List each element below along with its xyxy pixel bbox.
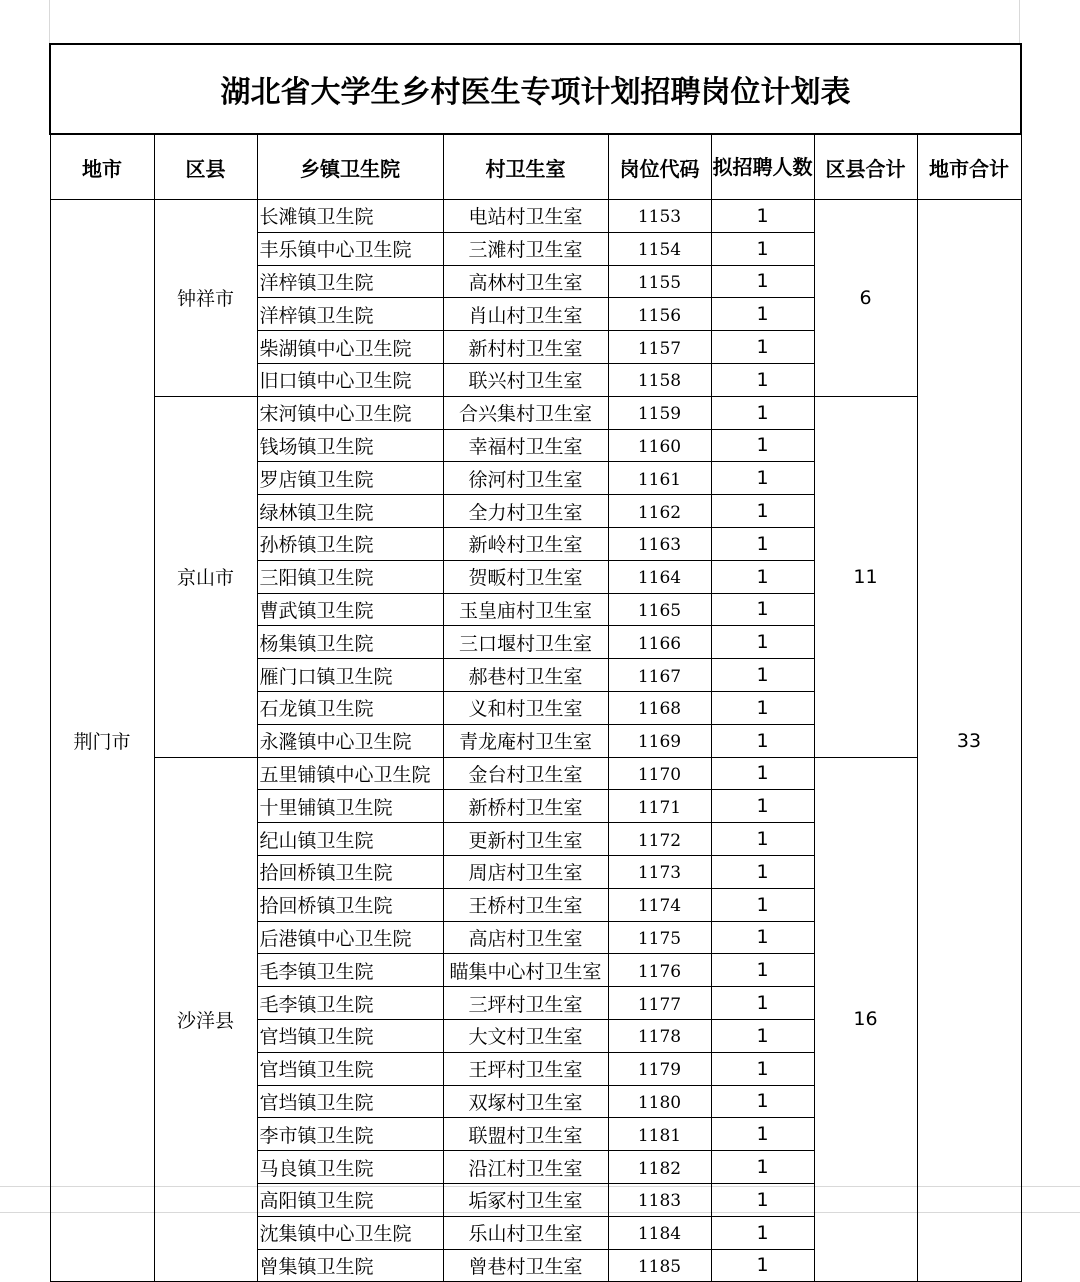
township-cell[interactable]: 毛李镇卫生院	[257, 954, 443, 987]
village-cell[interactable]: 金台村卫生室	[443, 757, 608, 790]
planned-count-cell[interactable]: 1	[711, 560, 814, 593]
village-cell[interactable]: 瞄集中心村卫生室	[443, 954, 608, 987]
header-township[interactable]: 乡镇卫生院	[257, 134, 443, 200]
township-cell[interactable]: 杨集镇卫生院	[257, 626, 443, 659]
position-code-cell[interactable]: 1167	[608, 659, 711, 692]
planned-count-cell[interactable]: 1	[711, 1216, 814, 1249]
village-cell[interactable]: 全力村卫生室	[443, 495, 608, 528]
header-county[interactable]: 区县	[154, 134, 257, 200]
position-code-cell[interactable]: 1175	[608, 921, 711, 954]
township-cell[interactable]: 马良镇卫生院	[257, 1151, 443, 1184]
township-cell[interactable]: 官垱镇卫生院	[257, 1085, 443, 1118]
position-code-cell[interactable]: 1177	[608, 987, 711, 1020]
planned-count-cell[interactable]: 1	[711, 1019, 814, 1052]
county-cell[interactable]: 沙洋县	[154, 757, 257, 1282]
township-cell[interactable]: 旧口镇中心卫生院	[257, 363, 443, 396]
township-cell[interactable]: 洋梓镇卫生院	[257, 265, 443, 298]
position-code-cell[interactable]: 1154	[608, 232, 711, 265]
header-planned-count[interactable]: 拟招聘人数	[711, 134, 814, 200]
position-code-cell[interactable]: 1179	[608, 1052, 711, 1085]
position-code-cell[interactable]: 1178	[608, 1019, 711, 1052]
township-cell[interactable]: 长滩镇卫生院	[257, 200, 443, 233]
planned-count-cell[interactable]: 1	[711, 823, 814, 856]
table-title[interactable]: 湖北省大学生乡村医生专项计划招聘岗位计划表	[50, 44, 1021, 134]
township-cell[interactable]: 罗店镇卫生院	[257, 462, 443, 495]
position-code-cell[interactable]: 1173	[608, 855, 711, 888]
village-cell[interactable]: 郝巷村卫生室	[443, 659, 608, 692]
position-code-cell[interactable]: 1161	[608, 462, 711, 495]
village-cell[interactable]: 双塚村卫生室	[443, 1085, 608, 1118]
planned-count-cell[interactable]: 1	[711, 626, 814, 659]
header-row	[50, 134, 1021, 200]
position-code-cell[interactable]: 1156	[608, 298, 711, 331]
village-cell[interactable]: 王桥村卫生室	[443, 888, 608, 921]
planned-count-cell[interactable]: 1	[711, 265, 814, 298]
table-row	[50, 200, 1021, 233]
position-code-cell[interactable]: 1172	[608, 823, 711, 856]
position-code-cell[interactable]: 1163	[608, 527, 711, 560]
village-cell[interactable]: 青龙庵村卫生室	[443, 724, 608, 757]
planned-count-cell[interactable]: 1	[711, 757, 814, 790]
village-cell[interactable]: 三口堰村卫生室	[443, 626, 608, 659]
township-cell[interactable]: 石龙镇卫生院	[257, 691, 443, 724]
village-cell[interactable]: 电站村卫生室	[443, 200, 608, 233]
planned-count-cell[interactable]: 1	[711, 724, 814, 757]
village-cell[interactable]: 联盟村卫生室	[443, 1118, 608, 1151]
village-cell[interactable]: 大文村卫生室	[443, 1019, 608, 1052]
village-cell[interactable]: 乐山村卫生室	[443, 1216, 608, 1249]
township-cell[interactable]: 钱场镇卫生院	[257, 429, 443, 462]
position-code-cell[interactable]: 1183	[608, 1183, 711, 1216]
township-cell[interactable]: 李市镇卫生院	[257, 1118, 443, 1151]
position-code-cell[interactable]: 1169	[608, 724, 711, 757]
position-code-cell[interactable]: 1162	[608, 495, 711, 528]
planned-count-cell[interactable]: 1	[711, 954, 814, 987]
planned-count-cell[interactable]: 1	[711, 429, 814, 462]
sheet-gridline	[1019, 0, 1020, 43]
header-code[interactable]: 岗位代码	[608, 134, 711, 200]
sheet-gridline	[49, 0, 50, 43]
planned-count-cell[interactable]: 1	[711, 691, 814, 724]
village-cell[interactable]: 新岭村卫生室	[443, 527, 608, 560]
position-code-cell[interactable]: 1159	[608, 396, 711, 429]
county-total-cell[interactable]: 6	[814, 200, 917, 397]
title-row	[50, 44, 1021, 134]
village-cell[interactable]: 曾巷村卫生室	[443, 1249, 608, 1282]
position-code-cell[interactable]: 1171	[608, 790, 711, 823]
township-cell[interactable]: 宋河镇中心卫生院	[257, 396, 443, 429]
county-cell[interactable]: 京山市	[154, 396, 257, 757]
planned-count-cell[interactable]: 1	[711, 1052, 814, 1085]
planned-count-cell[interactable]: 1	[711, 495, 814, 528]
planned-count-cell[interactable]: 1	[711, 396, 814, 429]
township-cell[interactable]: 沈集镇中心卫生院	[257, 1216, 443, 1249]
village-cell[interactable]: 贺畈村卫生室	[443, 560, 608, 593]
position-code-cell[interactable]: 1185	[608, 1249, 711, 1282]
planned-count-cell[interactable]: 1	[711, 232, 814, 265]
township-cell[interactable]: 高阳镇卫生院	[257, 1183, 443, 1216]
position-code-cell[interactable]: 1157	[608, 331, 711, 364]
position-code-cell[interactable]: 1170	[608, 757, 711, 790]
planned-count-cell[interactable]: 1	[711, 987, 814, 1020]
village-cell[interactable]: 高林村卫生室	[443, 265, 608, 298]
township-cell[interactable]: 五里铺镇中心卫生院	[257, 757, 443, 790]
planned-count-cell[interactable]: 1	[711, 363, 814, 396]
village-cell[interactable]: 三坪村卫生室	[443, 987, 608, 1020]
position-code-cell[interactable]: 1168	[608, 691, 711, 724]
position-code-cell[interactable]: 1158	[608, 363, 711, 396]
table-row	[50, 396, 1021, 429]
village-cell[interactable]: 高店村卫生室	[443, 921, 608, 954]
village-cell[interactable]: 义和村卫生室	[443, 691, 608, 724]
planned-count-cell[interactable]: 1	[711, 1118, 814, 1151]
planned-count-cell[interactable]: 1	[711, 331, 814, 364]
township-cell[interactable]: 毛李镇卫生院	[257, 987, 443, 1020]
village-cell[interactable]: 王坪村卫生室	[443, 1052, 608, 1085]
planned-count-cell[interactable]: 1	[711, 888, 814, 921]
position-code-cell[interactable]: 1155	[608, 265, 711, 298]
planned-count-cell[interactable]: 1	[711, 1151, 814, 1184]
planned-count-cell[interactable]: 1	[711, 1249, 814, 1282]
township-cell[interactable]: 洋梓镇卫生院	[257, 298, 443, 331]
village-cell[interactable]: 肖山村卫生室	[443, 298, 608, 331]
village-cell[interactable]: 联兴村卫生室	[443, 363, 608, 396]
header-city[interactable]: 地市	[50, 134, 154, 200]
city-cell[interactable]: 荆门市	[50, 200, 154, 1282]
village-cell[interactable]: 新桥村卫生室	[443, 790, 608, 823]
header-village[interactable]: 村卫生室	[443, 134, 608, 200]
village-cell[interactable]: 周店村卫生室	[443, 855, 608, 888]
planned-count-cell[interactable]: 1	[711, 593, 814, 626]
position-code-cell[interactable]: 1153	[608, 200, 711, 233]
planned-count-cell[interactable]: 1	[711, 659, 814, 692]
village-cell[interactable]: 玉皇庙村卫生室	[443, 593, 608, 626]
table-row	[50, 757, 1021, 790]
village-cell[interactable]: 更新村卫生室	[443, 823, 608, 856]
position-code-cell[interactable]: 1160	[608, 429, 711, 462]
position-code-cell[interactable]: 1184	[608, 1216, 711, 1249]
village-cell[interactable]: 合兴集村卫生室	[443, 396, 608, 429]
recruitment-plan-table	[49, 43, 1022, 1282]
township-cell[interactable]: 柴湖镇中心卫生院	[257, 331, 443, 364]
position-code-cell[interactable]: 1180	[608, 1085, 711, 1118]
village-cell[interactable]: 三滩村卫生室	[443, 232, 608, 265]
township-cell[interactable]: 纪山镇卫生院	[257, 823, 443, 856]
township-cell[interactable]: 官垱镇卫生院	[257, 1019, 443, 1052]
township-cell[interactable]: 雁门口镇卫生院	[257, 659, 443, 692]
planned-count-cell[interactable]: 1	[711, 921, 814, 954]
planned-count-cell[interactable]: 1	[711, 855, 814, 888]
township-cell[interactable]: 绿林镇卫生院	[257, 495, 443, 528]
position-code-cell[interactable]: 1181	[608, 1118, 711, 1151]
city-total-cell[interactable]: 33	[917, 200, 1021, 1282]
township-cell[interactable]: 拾回桥镇卫生院	[257, 855, 443, 888]
township-cell[interactable]: 永漋镇中心卫生院	[257, 724, 443, 757]
township-cell[interactable]: 曹武镇卫生院	[257, 593, 443, 626]
planned-count-cell[interactable]: 1	[711, 298, 814, 331]
planned-count-cell[interactable]: 1	[711, 462, 814, 495]
header-city-total[interactable]: 地市合计	[917, 134, 1021, 200]
position-code-cell[interactable]: 1174	[608, 888, 711, 921]
village-cell[interactable]: 幸福村卫生室	[443, 429, 608, 462]
planned-count-cell[interactable]: 1	[711, 1085, 814, 1118]
township-cell[interactable]: 十里铺镇卫生院	[257, 790, 443, 823]
planned-count-cell[interactable]: 1	[711, 790, 814, 823]
township-cell[interactable]: 官垱镇卫生院	[257, 1052, 443, 1085]
township-cell[interactable]: 三阳镇卫生院	[257, 560, 443, 593]
position-code-cell[interactable]: 1182	[608, 1151, 711, 1184]
county-cell[interactable]: 钟祥市	[154, 200, 257, 397]
planned-count-cell[interactable]: 1	[711, 200, 814, 233]
header-county-total[interactable]: 区县合计	[814, 134, 917, 200]
recruitment-plan-sheet	[49, 43, 1020, 1278]
township-cell[interactable]: 曾集镇卫生院	[257, 1249, 443, 1282]
village-cell[interactable]: 新村村卫生室	[443, 331, 608, 364]
position-code-cell[interactable]: 1164	[608, 560, 711, 593]
planned-count-cell[interactable]: 1	[711, 527, 814, 560]
village-cell[interactable]: 徐河村卫生室	[443, 462, 608, 495]
village-cell[interactable]: 沿江村卫生室	[443, 1151, 608, 1184]
position-code-cell[interactable]: 1176	[608, 954, 711, 987]
position-code-cell[interactable]: 1166	[608, 626, 711, 659]
position-code-cell[interactable]: 1165	[608, 593, 711, 626]
township-cell[interactable]: 丰乐镇中心卫生院	[257, 232, 443, 265]
planned-count-cell[interactable]: 1	[711, 1183, 814, 1216]
county-total-cell[interactable]: 11	[814, 396, 917, 757]
county-total-cell[interactable]: 16	[814, 757, 917, 1282]
township-cell[interactable]: 后港镇中心卫生院	[257, 921, 443, 954]
village-cell[interactable]: 垢冢村卫生室	[443, 1183, 608, 1216]
township-cell[interactable]: 孙桥镇卫生院	[257, 527, 443, 560]
township-cell[interactable]: 拾回桥镇卫生院	[257, 888, 443, 921]
